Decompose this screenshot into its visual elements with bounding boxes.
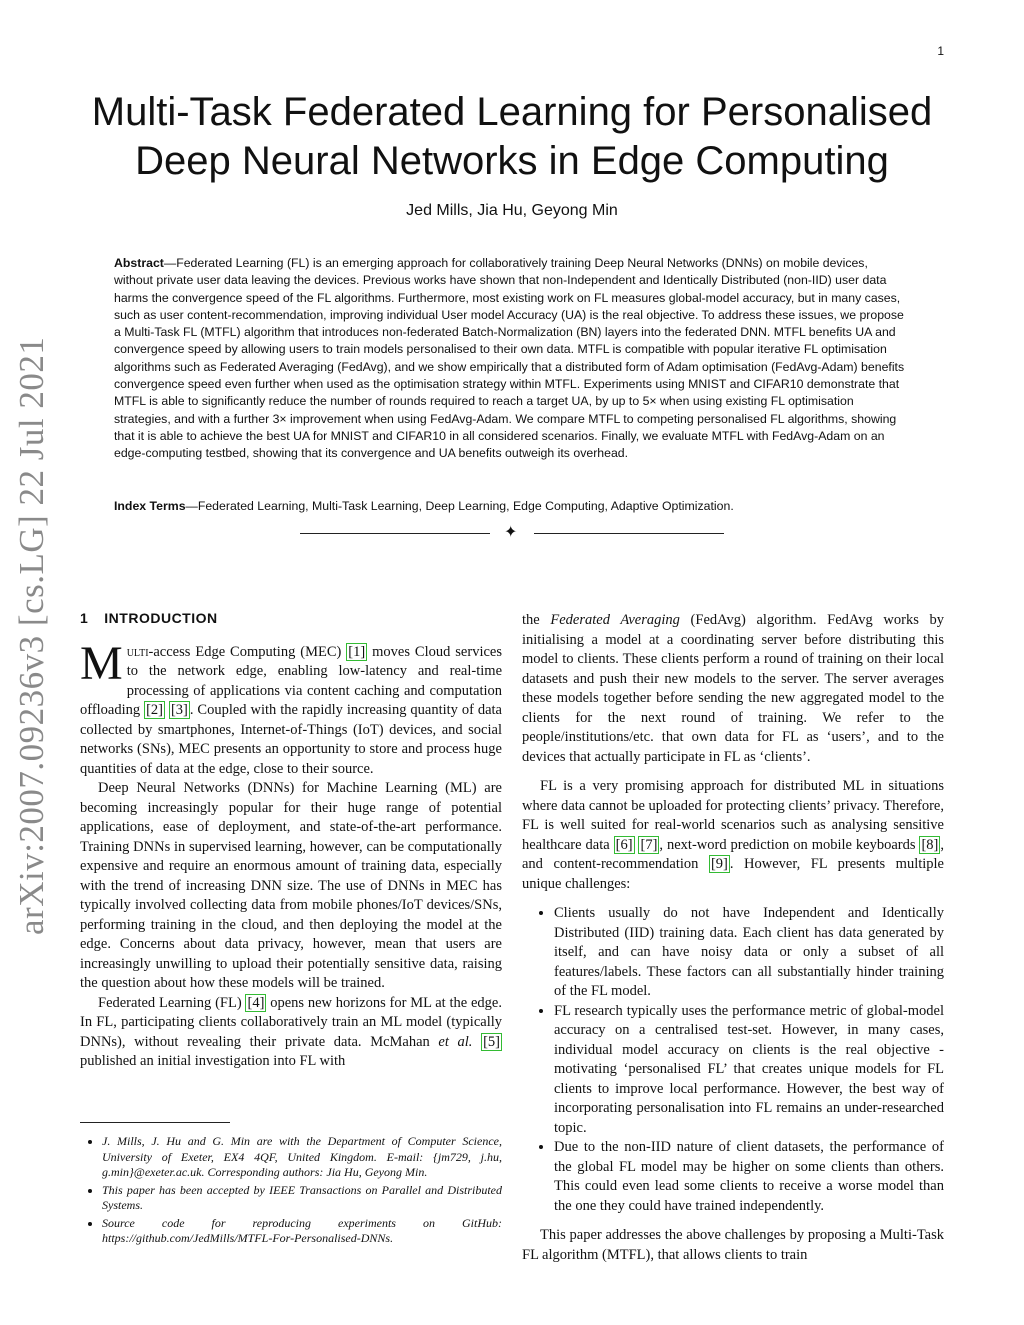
section-heading bbox=[80, 609, 502, 629]
et-al: et al. bbox=[438, 1033, 473, 1050]
text-run: , and content-recommendation bbox=[522, 836, 944, 872]
footnotes bbox=[80, 1134, 502, 1249]
citation-link[interactable]: [8] bbox=[921, 836, 939, 853]
drop-cap: M bbox=[80, 636, 123, 690]
section-number: 1 bbox=[80, 610, 89, 626]
intro-paragraph-6: This paper addresses the above challenges by proposing a Multi-Task FL algorithm (MTFL), that allows clients to train bbox=[522, 1227, 944, 1263]
abstract-label: Abstract bbox=[114, 256, 164, 270]
text-run: . However, FL presents multiple unique challenges: bbox=[522, 856, 944, 892]
text-run: moves Cloud services to the network edge, enabling low-latency and real-time processing of applications via content caching and computation offloading bbox=[80, 643, 502, 718]
list-item: • Due to the non-IID nature of client datasets, the performance of the global FL model may be higher on some clients than others. This could even lead some clients to receive a worse model than the one they could have trained independently. bbox=[554, 1138, 944, 1216]
abstract bbox=[114, 255, 910, 463]
paper-title bbox=[90, 88, 934, 186]
arxiv-stamp bbox=[0, 0, 80, 1325]
text-run: FL is a very promising approach for distributed ML in situations where data cannot be uploaded for protecting clients’ privacy. Therefore, FL is well suited for real-world scenarios such as analysing sensitive healthcare data bbox=[522, 778, 944, 853]
intro-paragraph-2: Deep Neural Networks (DNNs) for Machine Learning (ML) are becoming increasingly popular for their huge range of potential applications, ease of deployment, and state-of-the-art performance. Training DNNs in supervised learning, however, can be computationally expensive and require an enormous amount of training data, especially with the trend of increasing DNN size. The use of DNNs in MEC has typically involved collecting data from mobile phones/IoT devices/SNs, performing training in the cloud, and then deploying the model at the edge. Concerns about data privacy, however, mean that users are increasingly unwilling to upload their potentially sensitive data, raising the question about how these models will be trained. bbox=[80, 780, 502, 991]
divider-diamond-icon: ✦ bbox=[504, 524, 518, 541]
fedavg-term: Federated Averaging bbox=[550, 612, 680, 628]
arxiv-identifier: arXiv:2007.09236v3 [cs.LG] 22 Jul 2021 bbox=[12, 336, 51, 935]
citation-link[interactable]: [2] bbox=[146, 702, 163, 718]
dropcap-smallcaps: ulti bbox=[126, 643, 149, 660]
index-terms bbox=[114, 499, 910, 513]
footnote-rule bbox=[80, 1122, 230, 1123]
divider-line-right bbox=[534, 533, 724, 534]
text-run: . Coupled with the rapidly increasing quantity of data collected by smartphones, Internet-of-Things (IoT) devices, and social networks (SNs), MEC presents an opportunity to store and process huge quantities of data at the edge, close to their source. bbox=[80, 702, 502, 777]
text-run: the bbox=[522, 612, 551, 628]
section-divider bbox=[300, 524, 724, 544]
text-run: (FedAvg) algorithm. FedAvg works by initialising a model at a coordinating server before distributing this model to clients. These clients perform a round of training on their local datasets and push their new models to the server. The server averages these models together before sending the new aggregated model to the clients for the next round of training. We refer to the people/institutions/etc. that own data for FL as ‘users’, and to the devices that actually participate in FL as ‘clients’. bbox=[522, 612, 944, 765]
right-column bbox=[522, 611, 944, 1265]
citation-link[interactable]: [1] bbox=[348, 643, 366, 660]
text-run: -access Edge Computing (MEC) bbox=[148, 643, 347, 660]
list-item: • FL research typically uses the performance metric of global-model accuracy on a centralised test-set. However, in many cases, individual model accuracy on clients is the real objective - motivating ‘personalised FL’ that creates unique models for FL clients to improve local performance. However, the best way of incorporating personalisation into FL remains an under-researched topic. bbox=[554, 1002, 944, 1139]
footnote-acceptance: • This paper has been accepted by IEEE Transactions on Parallel and Distributed Systems. bbox=[102, 1183, 502, 1214]
citation-link[interactable]: [3] bbox=[170, 702, 188, 718]
citation-link[interactable]: [6] bbox=[615, 836, 633, 853]
intro-paragraph-3 bbox=[80, 994, 502, 1072]
intro-paragraph-5 bbox=[522, 777, 944, 894]
intro-paragraph-4 bbox=[522, 611, 944, 767]
text-run bbox=[472, 1034, 481, 1050]
challenges-list bbox=[522, 904, 944, 1216]
abstract-text: —Federated Learning (FL) is an emerging approach for collaboratively training Deep Neural Networks (DNNs) on mobile devices, without private user data leaving the devices. Previous works have shown that non-Independent and Identically Distributed (non-IID) user data harms the convergence speed of the FL algorithms. Furthermore, most existing work on FL measures global-model accuracy, but in many cases, such as user content-recommendation, improving individual User model Accuracy (UA) is the real objective. To address these issues, we propose a Multi-Task FL (MTFL) algorithm that introduces non-federated Batch-Normalization (BN) layers into the federated DNN. MTFL benefits UA and convergence speed by allowing users to train models personalised to their own data. MTFL is compatible with popular iterative FL optimisation algorithms such as Federated Averaging (FedAvg), and we show empirically that a distributed form of Adam optimisation (FedAvg-Adam) benefits convergence speed even further when used as the optimisation strategy within MTFL. Experiments using MNIST and CIFAR10 demonstrate that MTFL is able to significantly reduce the number of rounds required to reach a target UA, by up to 5× when using existing FL optimisation strategies, and with a further 3× improvement when using FedAvg-Adam. We compare MTFL to competing personalised FL algorithms, showing that it is able to achieve the best UA for MNIST and CIFAR10 in all considered scenarios. Finally, we evaluate MTFL with FedAvg-Adam on an edge-computing testbed, showing that its convergence and UA benefits outweigh its overhead. bbox=[114, 256, 905, 461]
index-terms-text: —Federated Learning, Multi-Task Learning, Deep Learning, Edge Computing, Adaptive Optimization. bbox=[185, 499, 734, 513]
page-number: 1 bbox=[937, 44, 944, 58]
index-terms-label: Index Terms bbox=[114, 499, 186, 513]
text-run: published an initial investigation into FL with bbox=[80, 1053, 346, 1069]
left-column bbox=[80, 609, 502, 1072]
citation-link[interactable]: [5] bbox=[483, 1033, 500, 1050]
footnote-affiliation: • J. Mills, J. Hu and G. Min are with the Department of Computer Science, University of Exeter, EX4 4QF, United Kingdom. E-mail: {jm729, j.hu, g.min}@exeter.ac.uk. Corresponding authors: Jia Hu, Geyong Min. bbox=[102, 1134, 502, 1181]
section-title: INTRODUCTION bbox=[104, 610, 218, 626]
list-item: • Clients usually do not have Independent and Identically Distributed (IID) training data. Each client has data generated by itself, and can have noisy data or only a subset of all features/labels. These factors can all substantially hinder training of the FL model. bbox=[554, 904, 944, 1002]
divider-line-left bbox=[300, 533, 490, 534]
citation-link[interactable]: [4] bbox=[247, 994, 265, 1011]
text-run: Federated Learning (FL) bbox=[98, 994, 246, 1011]
text-run: opens new horizons for ML at the edge. In FL, participating clients collaboratively train an ML model (typically DNNs), without revealing their private data. McMahan bbox=[80, 994, 502, 1050]
citation-link[interactable]: [9] bbox=[710, 856, 728, 872]
author-list: Jed Mills, Jia Hu, Geyong Min bbox=[406, 202, 618, 219]
text-run: , next-word prediction on mobile keyboards bbox=[659, 836, 920, 853]
title-line-1: Multi-Task Federated Learning for Personalised bbox=[91, 90, 933, 134]
citation-link[interactable]: [7] bbox=[640, 836, 658, 853]
intro-paragraph-1 bbox=[80, 636, 502, 780]
title-line-2: Deep Neural Networks in Edge Computing bbox=[135, 139, 889, 183]
footnote-source-code: • Source code for reproducing experiments on GitHub: https://github.com/JedMills/MTFL-For-Personalised-DNNs. bbox=[102, 1216, 502, 1247]
